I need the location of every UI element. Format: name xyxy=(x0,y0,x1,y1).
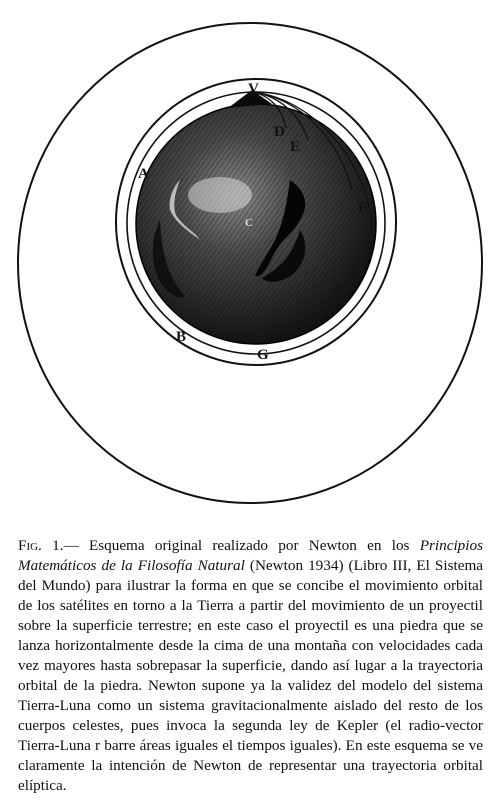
caption-text-body: (Newton 1934) (Libro III, El Sistema del Mundo) para ilustrar la forma en que se concibe el movimiento orbital de los satélites en torno a la Tierra a partir del movimiento de un proyectil sobre la superficie terrestre; en este caso el proyectil es una piedra que se lanza horizontalmente desde la cima de una montaña con velocidades cada vez mayores hasta sobrepasar la superficie, dando así lugar a la trayectoria orbital de la piedra. Newton supone ya la validez del modelo del sistema Tierra-Luna como un sistema gravitacionalmente aislado del resto de los cuerpos celestes, pues invoca la segunda ley de Kepler (el radio-vector Tierra-Luna r barre áreas iguales el tiempos iguales). En este esquema se ve claramente la intención de Newton de representar una trayectoria orbital elíptica. xyxy=(18,557,483,794)
label-g: G xyxy=(257,347,269,363)
earth-globe xyxy=(136,104,376,344)
caption-text-intro: Esquema original realizado por Newton en los xyxy=(78,537,420,554)
caption-book-title: Principios Matemáticos de la Filosofía Natural xyxy=(18,537,483,574)
caption-figure-label: Fig. 1.— xyxy=(18,537,79,554)
figure-caption xyxy=(18,536,483,796)
label-f: F xyxy=(358,200,368,216)
label-a: A xyxy=(138,166,149,182)
label-c: C xyxy=(245,217,253,229)
label-d: D xyxy=(274,124,285,140)
label-b: B xyxy=(176,329,187,345)
label-e: E xyxy=(290,139,301,155)
label-v: V xyxy=(248,81,259,97)
